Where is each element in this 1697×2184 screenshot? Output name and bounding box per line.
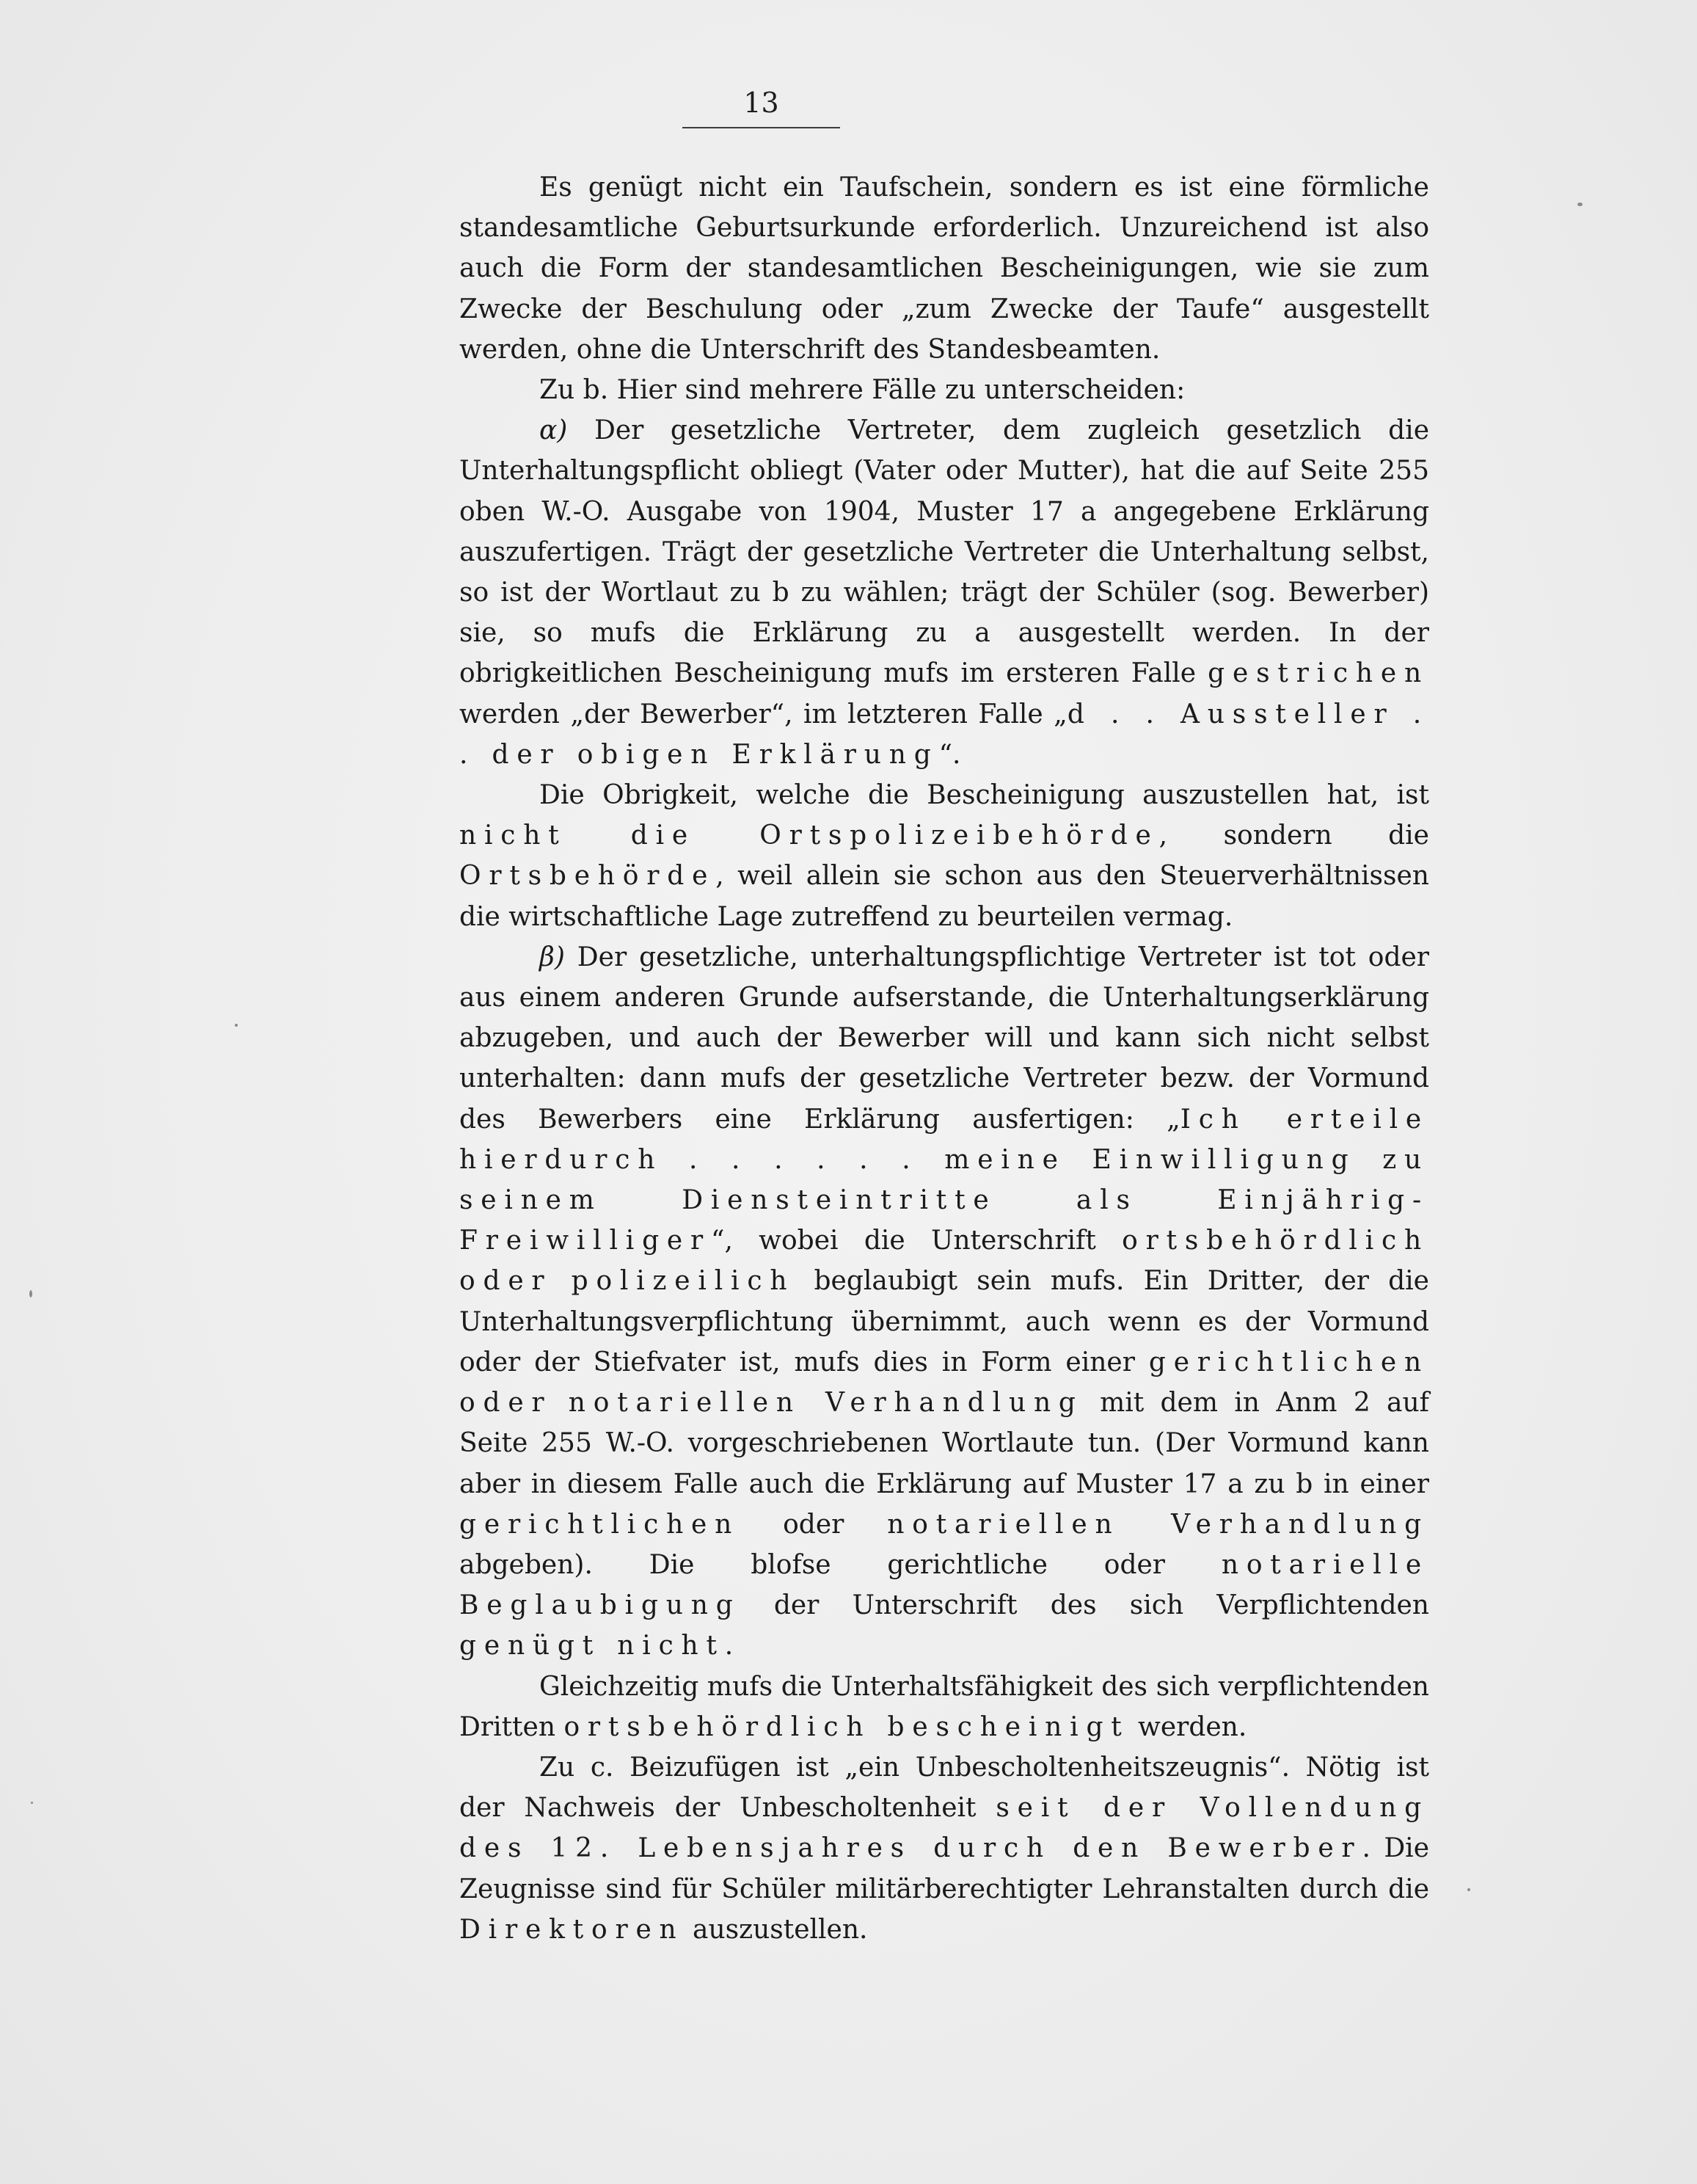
paragraph-gleichzeitig	[459, 1667, 1429, 1747]
text-run: , weil allein sie schon aus den Steuerverhältnissen die wirtschaftliche Lage zutreffend zu beurteilen vermag.	[459, 861, 1429, 932]
text-run: Zu c. Beizufügen ist „ein Unbescholtenheitszeugnis“. Nötig ist der Nachweis der Unbescholtenheit	[459, 1752, 1429, 1824]
paper-speck	[1577, 203, 1583, 206]
spaced-text: gerichtlichen	[459, 1509, 740, 1540]
text-run: werden.	[1129, 1711, 1247, 1742]
paragraph-birth-certificate: Es genügt nicht ein Taufschein, sondern es ist eine förmliche standesamtliche Geburtsurkunde erforderlich. Unzureichend ist also auch die Form der standesamtlichen Bescheinigungen, wie sie zum Zwecke der Beschulung oder „zum Zwecke der Taufe“ ausgestellt werden, ohne die Unterschrift des Standesbeamten.	[459, 172, 1429, 365]
paragraph-beta	[459, 937, 1429, 1667]
paragraph-zu-c	[459, 1747, 1429, 1950]
spaced-text: nicht die Ortspolizeibehörde	[459, 820, 1159, 851]
paper-speck	[31, 1802, 33, 1804]
spaced-text: gestrichen	[1208, 658, 1429, 689]
text-run: .	[724, 1631, 734, 1661]
spaced-text: genügt nicht	[459, 1631, 725, 1661]
text-run: werden „der Bewerber“, im letzteren Falle „	[459, 699, 1068, 729]
spaced-text: polizeilich	[571, 1266, 795, 1297]
spaced-text: notarielle Beglaubigung	[459, 1549, 1429, 1621]
spaced-text: Ortsbehörde	[459, 861, 716, 892]
spaced-text: notariellen Verhandlung	[887, 1509, 1429, 1540]
spaced-text: Direktoren	[459, 1914, 685, 1945]
paragraph-zu-b: Zu b. Hier sind mehrere Fälle zu unterscheiden:	[539, 375, 1186, 406]
page-number-rule	[682, 127, 840, 128]
text-run	[552, 1388, 568, 1418]
text-run: mit dem in Anm 2 auf Seite 255 W.-O. vorgeschriebenen Wortlaute tun. (Der Vormund kann aber in diesem Falle auch die Erklärung auf Muster 17 a zu b in einer	[459, 1388, 1429, 1499]
list-marker-alpha: α)	[539, 415, 568, 446]
text-run	[552, 1266, 571, 1296]
text-run: oder	[740, 1509, 888, 1540]
spaced-text: oder	[459, 1266, 552, 1297]
paragraph-alpha	[459, 410, 1429, 775]
spaced-text: d . . Aussteller . . der obigen Erklärung	[459, 699, 1429, 770]
spaced-text: Ich erteile hierdurch . . . . . . meine Einwilligung zu seinem Diensteintritte als Einjährig-Freiwilliger	[459, 1104, 1429, 1256]
text-run: , sondern die	[1158, 820, 1429, 851]
paper-speck	[1467, 1888, 1470, 1891]
spaced-text: ortsbehördlich bescheinigt	[563, 1711, 1130, 1742]
spaced-text: notariellen Verhandlung	[568, 1388, 1084, 1419]
spaced-text: oder	[459, 1388, 552, 1419]
paper-speck	[235, 1024, 238, 1027]
paper-speck	[29, 1290, 32, 1297]
text-run: Der gesetzliche Vertreter, dem zugleich gesetzlich die Unterhaltungspflicht obliegt (Vater oder Mutter), hat die auf Seite 255 oben W.-O. Ausgabe von 1904, Muster 17 a angegebene Erklärung auszufertigen. Trägt der gesetzliche Vertreter die Unterhaltung selbst, so ist der Wortlaut zu b zu wählen; trägt der Schüler (sog. Bewerber) sie, so mufs die Erklärung zu a ausgestellt werden. In der obrigkeitlichen Bescheinigung mufs im ersteren Falle	[459, 415, 1429, 689]
list-marker-beta: β)	[539, 942, 565, 972]
text-run: . Die Zeugnisse sind für Schüler militärberechtigter Lehranstalten durch die	[459, 1833, 1429, 1904]
spaced-text: gerichtlichen	[1148, 1347, 1429, 1377]
text-run: abgeben). Die blofse gerichtliche oder	[459, 1549, 1222, 1580]
text-run: beglaubigt sein mufs. Ein Dritter, der die Unterhaltungsverpflichtung übernimmt, auch wenn es der Vormund oder der Stiefvater ist, mufs dies in Form einer	[459, 1266, 1429, 1377]
spaced-text: ortsbehördlich	[1122, 1226, 1429, 1256]
spaced-text: seit der Vollendung des 12. Lebensjahres durch den Bewerber	[459, 1793, 1429, 1864]
text-run: der Unterschrift des sich Verpflichtenden	[740, 1590, 1429, 1621]
body-text	[459, 167, 1429, 1950]
page-number: 13	[743, 87, 779, 119]
text-run: Gleichzeitig mufs die Unterhaltsfähigkeit des sich verpflichtenden Dritten	[459, 1671, 1429, 1742]
text-run: “.	[938, 739, 961, 770]
text-run: Der gesetzliche, unterhaltungspflichtige Vertreter ist tot oder aus einem anderen Grunde aufserstande, die Unterhaltungserklärung abzugeben, und auch der Bewerber will und kann sich nicht selbst unterhalten: dann mufs der gesetzliche Vertreter bezw. der Vormund des Bewerbers eine Erklärung ausfertigen: „	[459, 942, 1429, 1135]
text-run: auszustellen.	[684, 1914, 868, 1945]
text-run: “, wobei die Unterschrift	[711, 1226, 1123, 1256]
paragraph-obrigkeit	[459, 775, 1429, 937]
text-run: Die Obrigkeit, welche die Bescheinigung auszustellen hat, ist	[539, 780, 1429, 811]
